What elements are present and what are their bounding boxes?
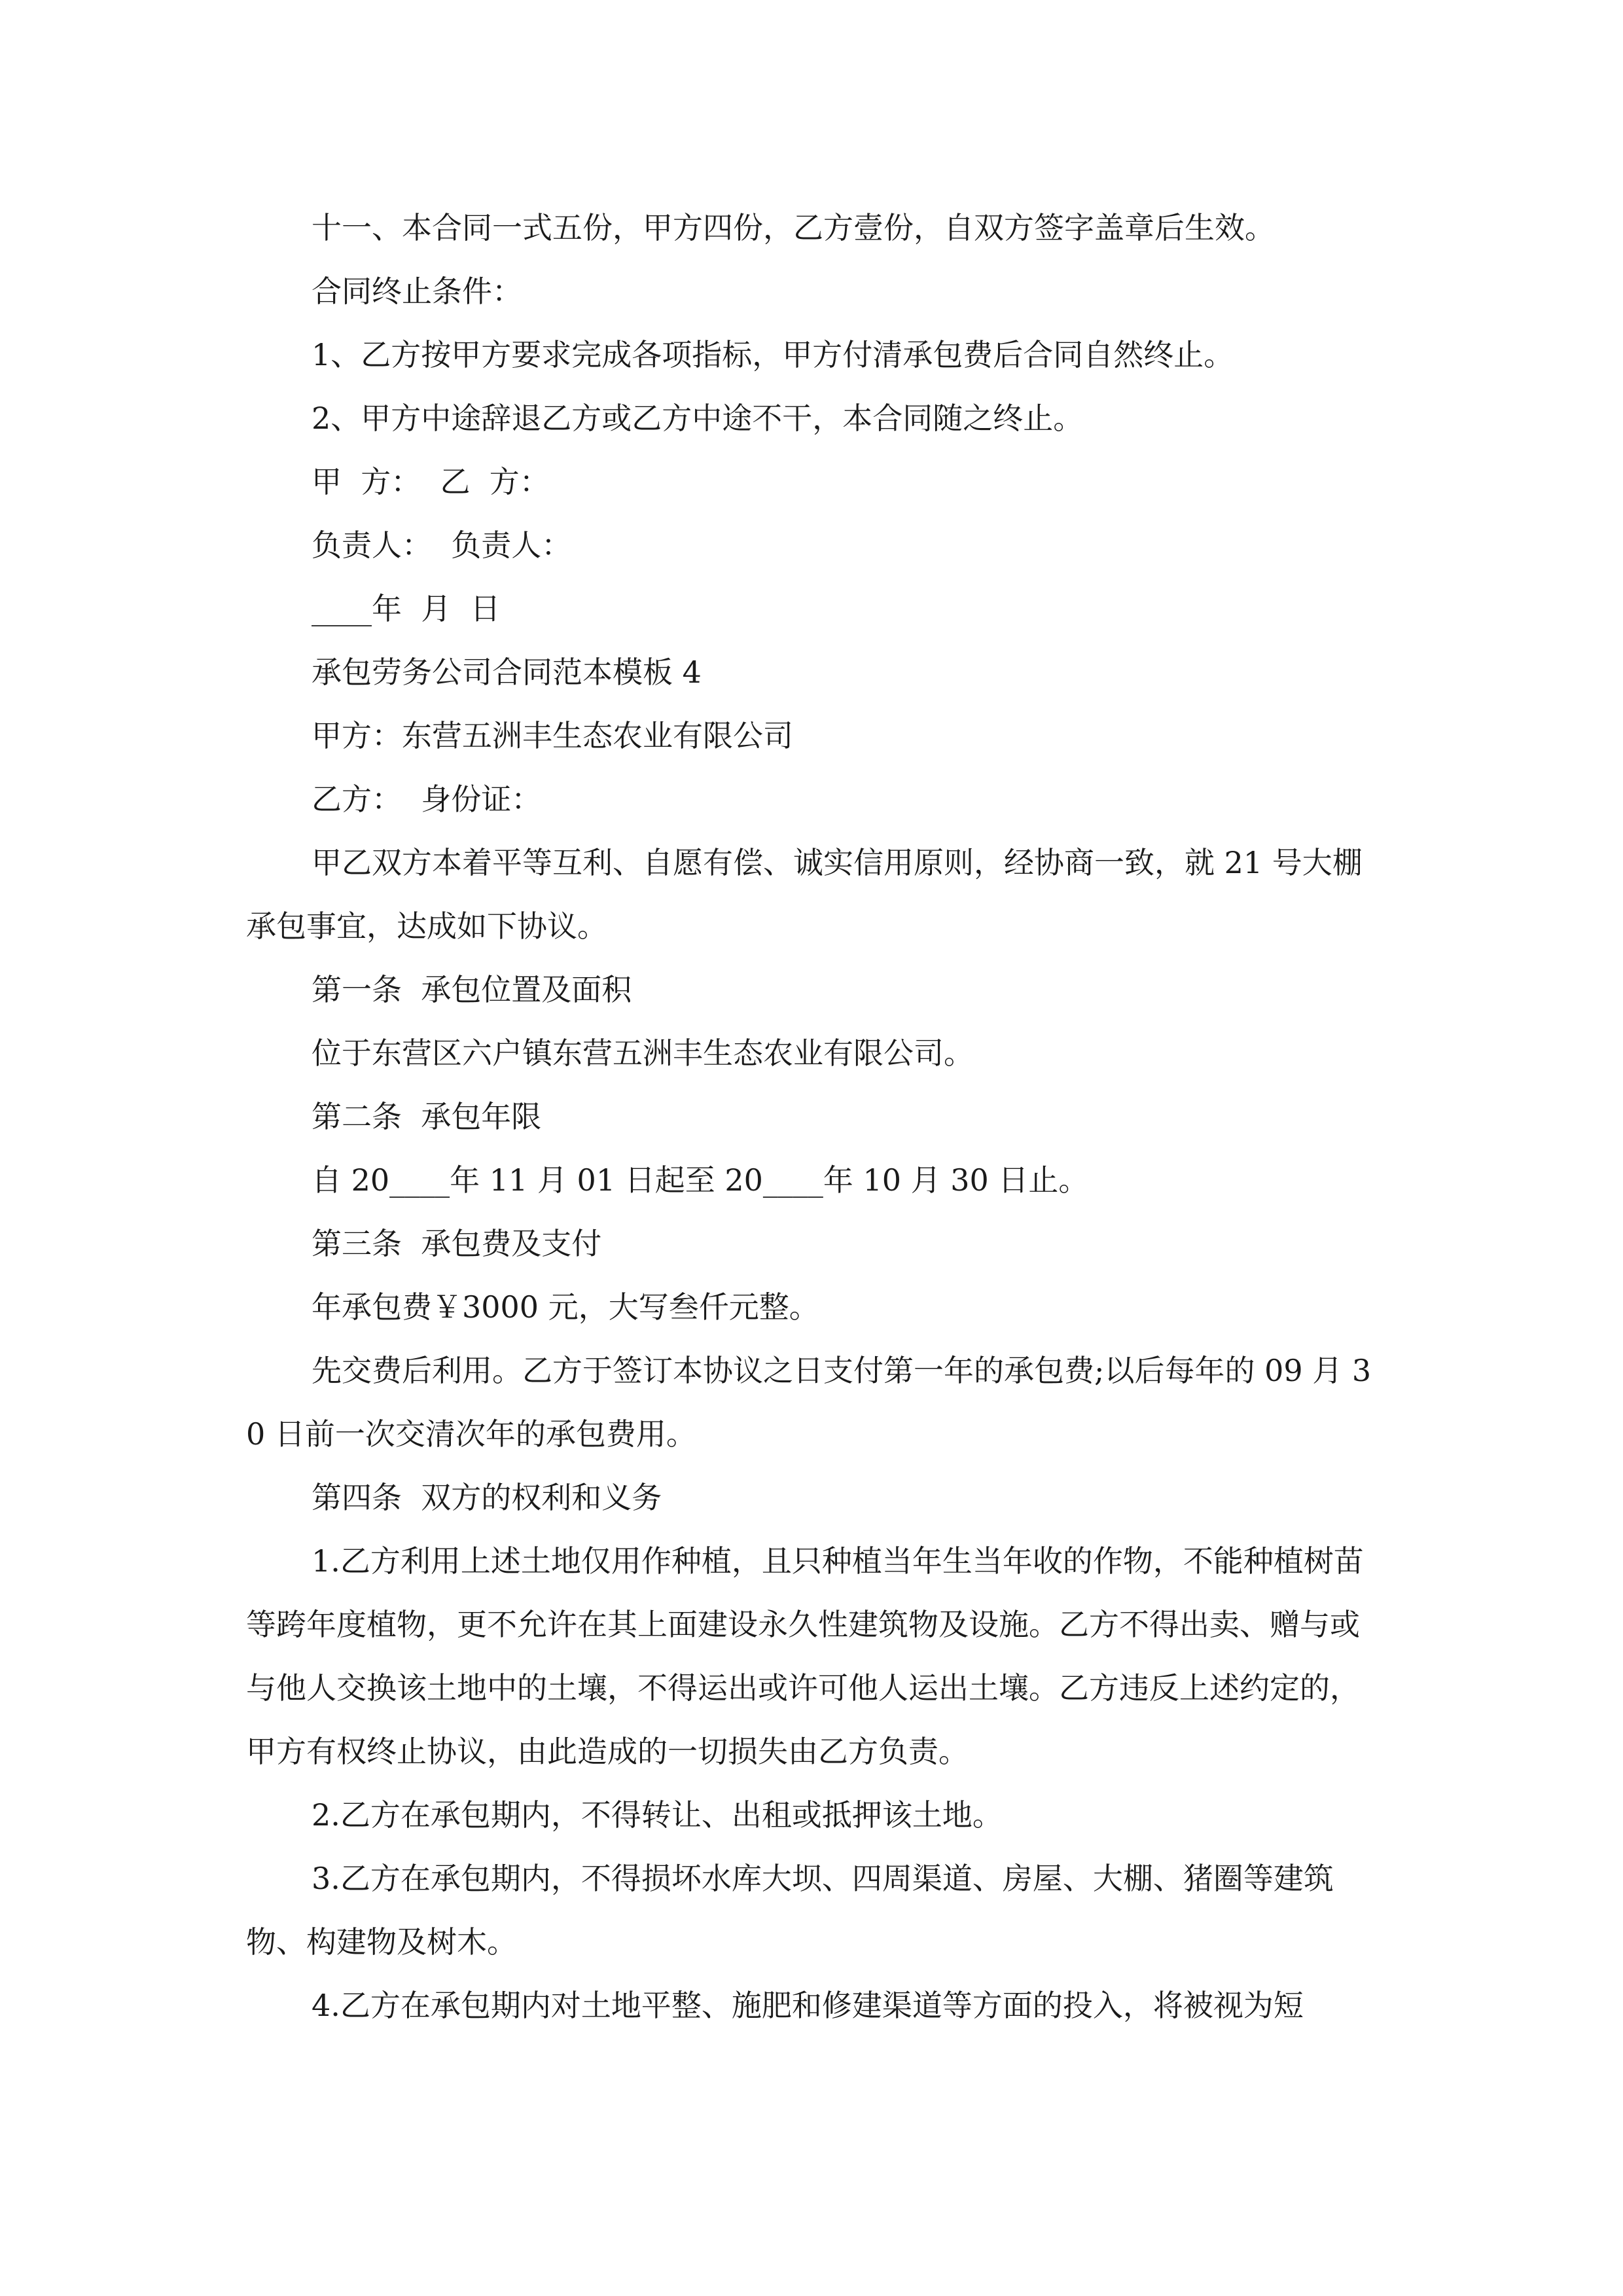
paragraph-party-signatures: 甲 方： 乙 方： (312, 464, 550, 499)
paragraph-termination-1: 1、乙方按甲方要求完成各项指标，甲方付清承包费后合同自然终止。 (312, 337, 1234, 372)
paragraph-article-2-body: 自 20____年 11 月 01 日起至 20____年 10 月 30 日止。 (312, 1162, 1089, 1198)
paragraph-date-line: ____年 月 日 (312, 591, 501, 626)
paragraph-party-a: 甲方：东营五洲丰生态农业有限公司 (312, 718, 793, 753)
paragraph-article-1-body: 位于东营区六户镇东营五洲丰生态农业有限公司。 (312, 1035, 974, 1071)
paragraph-preamble: 甲乙双方本着平等互利、自愿有偿、诚实信用原则，经协商一致，就 21 号大棚承包事宜，达成如下协议。 (246, 845, 1363, 944)
document-body (246, 196, 1378, 2037)
paragraph-responsible-persons: 负责人： 负责人： (312, 528, 572, 563)
paragraph-article-3-payment: 先交费后利用。乙方于签订本协议之日支付第一年的承包费;以后每年的 09 月 30 日前一次交清次年的承包费用。 (246, 1353, 1372, 1452)
paragraph-article-4-item-4: 4.乙方在承包期内对土地平整、施肥和修建渠道等方面的投入，将被视为短 (312, 1988, 1304, 2023)
paragraph-article-4-item-1: 1.乙方利用上述土地仅用作种植，且只种植当年生当年收的作物，不能种植树苗等跨年度植物，更不允许在其上面建设永久性建筑物及设施。乙方不得出卖、赠与或与他人交换该土地中的土壤，不得运出或许可他人运出土壤。乙方违反上述约定的，甲方有权终止协议，由此造成的一切损失由乙方负责。 (246, 1543, 1364, 1769)
paragraph-article-4-item-2: 2.乙方在承包期内，不得转让、出租或抵押该土地。 (312, 1797, 1003, 1833)
paragraph-article-4-item-3: 3.乙方在承包期内，不得损坏水库大坝、四周渠道、房屋、大棚、猪圈等建筑物、构建物及树木。 (246, 1861, 1334, 1960)
paragraph-template-title: 承包劳务公司合同范本模板 4 (312, 655, 702, 690)
paragraph-article-3-fee: 年承包费￥3000 元，大写叁仟元整。 (312, 1289, 819, 1325)
paragraph-article-1-heading: 第一条 承包位置及面积 (312, 972, 632, 1007)
paragraph-article-3-heading: 第三条 承包费及支付 (312, 1226, 602, 1261)
paragraph-party-b: 乙方： 身份证： (312, 781, 542, 817)
paragraph-article-4-heading: 第四条 双方的权利和义务 (312, 1480, 662, 1515)
paragraph-termination-2: 2、甲方中途辞退乙方或乙方中途不干，本合同随之终止。 (312, 401, 1084, 436)
paragraph-termination-heading: 合同终止条件： (312, 274, 522, 309)
paragraph-clause-11: 十一、本合同一式五份，甲方四份，乙方壹份，自双方签字盖章后生效。 (312, 210, 1275, 245)
paragraph-article-2-heading: 第二条 承包年限 (312, 1099, 542, 1134)
